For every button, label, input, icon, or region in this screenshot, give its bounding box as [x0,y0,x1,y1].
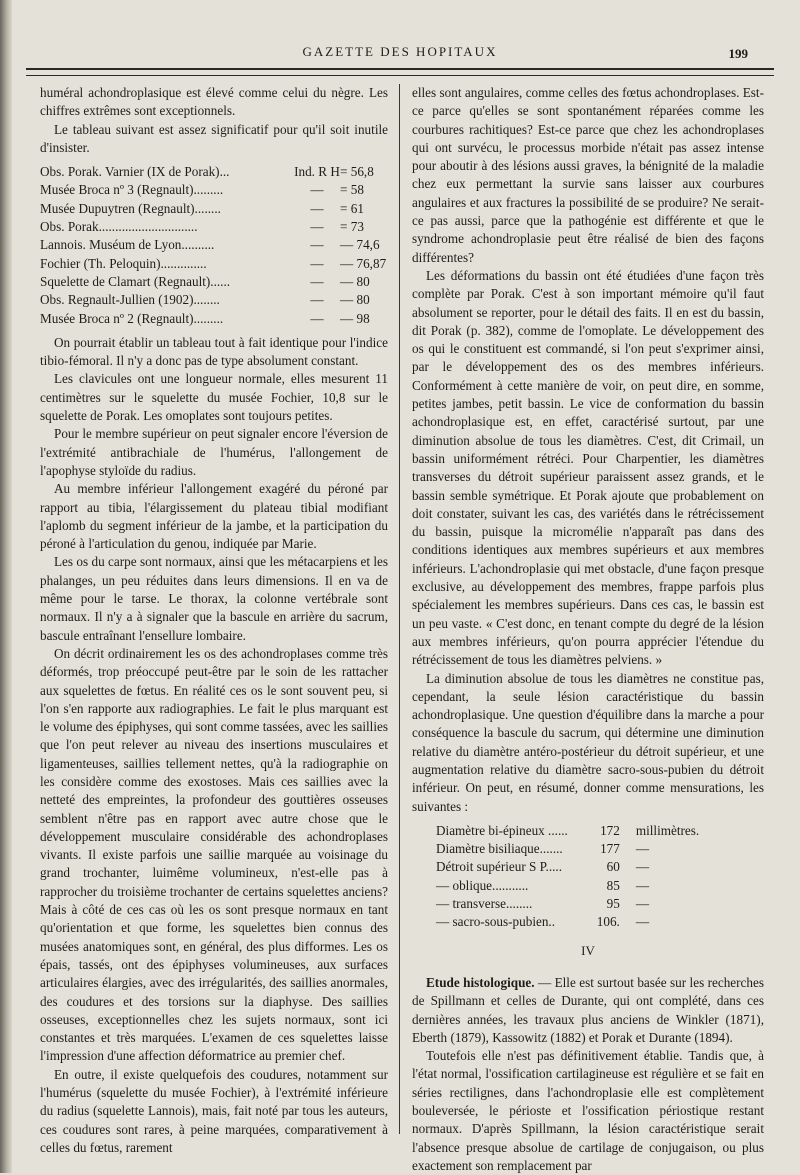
page-header [30,44,770,66]
table-row [40,310,388,328]
table-cell: millimètres. [635,822,700,838]
table-row [40,163,388,181]
table-cell: Fochier (Th. Peloquin).............. [40,255,207,271]
paragraph [412,974,764,1047]
right-column [412,84,764,1175]
paragraph: On décrit ordinairement les os des achondroplases comme très déformés, trop préoccupé peut-être par le soin de les rattacher aux squelettes de fœtus. En réalité ces os le sont souvent peu, si l'on s'en rapporte aux radiographies. Le fait le plus marquant est le volume des épiphyses, qui sont comme tassées, avec les saillies que l'on peut relever au niveau des insertions musculaires et ligamenteuses, saillies tellement nettes, qu'à la radiographie on les considère comme des exostoses. Mais ces saillies avec la netteté des empreintes, la profondeur des gouttières osseuses semblent n'être pas en rapport avec autre chose que le développement musculaire considérable des achondroplases vivants. Il existe parfois une saillie marquée au voisinage du grand trochanter, luimême volumineux, n'est-elle pas à rapprocher du troisième trochanter de certains squelettes anciens? Mais à côté de ces cas où les os sont presque normaux en tant qu'orientation et que forme, les squelettes bien connus des musées anatomiques sont, en général, des plus difformes. Les os épais, tassés, ont des épiphyses volumineuses, aux surfaces articulaires élargies, avec des irrégularités, des saillies anormales, des coudures et des torsions sur la diaphyse. Des saillies osseuses, exceptionnelles chez les sujets normaux, sont ici constantes et très marquées. L'examen de ces squelettes laisse l'impression d'une affection déformatrice au premier chef. [40,645,388,1064]
table-cell: Musée Dupuytren (Regnault)........ [40,200,221,216]
table-cell: — [635,859,650,875]
paragraph: Le tableau suivant est assez significatif pour qu'il soit inutile d'insister. [40,121,388,155]
table-cell: — 76,87 [340,255,387,271]
paragraph: Toutefois elle n'est pas définitivement établie. Tandis que, à l'état normal, l'ossification cartilagineuse est régulière et se fait en séries rectilignes, dans l'achondroplasie elle est complètement bouleversée, le périoste et l'ossification périostique restant normaux. D'après Spillmann, la lésion caractéristique serait l'absence presque absolue de cartilage de conjugaison, ou plus exactement son remplacement par [412,1048,764,1173]
table-cell: Ind. R H [294,164,340,180]
table-cell: — [635,841,650,857]
table-cell: = 73 [340,219,364,235]
table-cell: — [310,182,324,198]
book-spine-shadow [0,0,12,1173]
paragraph: huméral achondroplasique est élevé comme celui du nègre. Les chiffres extrêmes sont exceptionnels. [40,85,388,119]
table-cell: — transverse........ [436,896,533,912]
table-row [40,181,388,199]
table-row [436,913,699,931]
table-cell: — oblique........... [436,877,529,893]
table-cell: — 80 [340,292,370,308]
paragraph: Les clavicules ont une longueur normale, elles mesurent 11 centimètres sur le squelette du musée Fochier, 10,8 sur le squelette de Porak. Les omoplates sont toujours petites. [40,371,388,424]
table-cell: Diamètre bi-épineux ...... [436,822,568,838]
table-cell: = 58 [340,182,364,198]
paragraph-text: — Elle est surtout basée sur les recherches de Spillmann et celles de Durante, qui ont complété, dans ces dernières années, les travaux plus anciens de Winkler (1871), Eberth (1879), Kassowitz (1882) et Porak et Durante (1894). [412,974,764,1045]
paragraph: Les os du carpe sont normaux, ainsi que les métacarpiens et les phalanges, un peu réduites dans leurs dimensions. Il en va de même pour le tarse. Le thorax, la colonne vertébrale sont normaux. Il n'y a à signaler que la bascule en arrière du sacrum, bascule entraînant l'ensellure lombaire. [40,554,388,643]
table-cell: — sacro-sous-pubien.. [436,914,556,930]
table-cell: — [310,200,324,216]
table-cell: — 74,6 [340,237,380,253]
section-heading: Etude histologique. [426,974,535,990]
left-column [40,84,388,1157]
table-cell: Obs. Porak. Varnier (IX de Porak)... [40,164,230,180]
table-cell: — [310,255,324,271]
table-cell: — [310,292,324,308]
table-cell: — 80 [340,273,370,289]
paragraph: On pourrait établir un tableau tout à fait identique pour l'indice tibio-fémoral. Il n'y a donc pas de type absolument constant. [40,334,388,369]
table-cell: — [310,310,324,326]
paragraph: Les déformations du bassin ont été étudiées d'une façon très complète par Porak. C'est à son important mémoire qu'il faut absolument se reporter, pour le détail des faits. Il en est du bassin, dit Porak (p. 382), comme de l'omoplate. Le développement des os qui le constituent est commandé, si l'on peut s'exprimer ainsi, par le développement des os des membres inférieurs. Conformément à cette manière de voir, on peut dire, en somme, petites jambes, petit bassin. Le vice de conformation du bassin achondroplasique est, en effet, caractérisé surtout, par une diminution absolue de tous les diamètres. C'est, dit Crimail, un bassin uniformément rétréci. Pour Charpentier, les diamètres transverses du détroit supérieur paraissent assez grands, et le bassin semble symétrique. Et Porak ajoute que probablement on doit constater, suivant les cas, des variétés dans le rétrécissement du bassin, puisque la micromélie n'apparaît pas dans des conditions identiques aux membres supérieurs et aux membres inférieurs. L'achondroplasie qui met obstacle, d'une façon presque exclusive, au développement des membres, frappe parfois plus spécialement les membres supérieurs. Dans ces cas, le bassin est un peu vaste. « C'est donc, en tenant compte du degré de la lésion aux membres inférieurs, qu'on pourra apprécier l'étendue du rétrécissement de tous les diamètres pelviens. » [412,267,764,668]
table-row [40,236,388,254]
table-cell: = 61 [340,200,364,216]
paragraph: La diminution absolue de tous les diamètres ne constitue pas, cependant, la seule lésion caractéristique du bassin achondroplasique. Une question d'équilibre dans la marche a pour conséquence la bascule du sacrum, qui détermine une diminution relative du diamètre antéro-postérieur du détroit supérieur, et une augmentation relative du diamètre sacro-sous-pubien du détroit inférieur. On peut, en résumé, donner comme mensurations, les suivantes : [412,670,764,814]
table-cell: — [635,896,650,912]
table-cell: 60 [606,859,620,875]
table-cell: — [635,914,650,930]
running-title: GAZETTE DES HOPITAUX [302,44,498,59]
paragraph: elles sont angulaires, comme celles des fœtus achondroplases. Est-ce parce qu'elles se sont spontanément réparées comme les courbures rachitiques? Est-ce parce que chez les achondroplases qui ont survécu, le processus morbide n'était pas assez intense pour aboutir à des lésions aussi graves, la bénignité de la maladie chez eux permettant la survie sans laisser aux courbures angulaires et aux fractures la possibilité de se produire? Ne serait-ce pas aussi, parce que la pathogénie est différente et que le syndrome achondroplasie peut être réalisé de bien des façons différentes? [412,85,764,265]
paragraph: Au membre inférieur l'allongement exagéré du péroné par rapport au tibia, l'élargissement du plateau tibial modifiant l'aplomb du segment inférieur de la jambe, et la participation du péroné à l'articulation du genou, indiquée par Marie. [40,481,388,552]
table-cell: Diamètre bisiliaque....... [436,841,563,857]
index-table [40,163,388,328]
table-cell: 95 [606,896,620,912]
header-rule [26,68,774,76]
table-cell: Détroit supérieur S P..... [436,859,563,875]
table-cell: — [310,273,324,289]
table-row [40,291,388,309]
table-row [436,822,699,840]
page-number: 199 [728,46,748,61]
table-cell: 106. [596,914,620,930]
table-row [40,218,388,236]
section-number: IV [581,942,595,958]
table-cell: — [635,877,650,893]
measurements-table [436,822,699,932]
table-cell: 177 [600,841,620,857]
table-row [40,200,388,218]
column-divider [399,84,400,1134]
table-cell: = 56,8 [340,164,374,180]
table-cell: Musée Broca nº 3 (Regnault)......... [40,182,224,198]
table-cell: — [310,237,324,253]
table-row [40,273,388,291]
table-row [436,877,699,895]
table-cell: — 98 [340,310,370,326]
table-row [40,255,388,273]
table-cell: Musée Broca nº 2 (Regnault)......... [40,310,224,326]
table-row [436,840,699,858]
table-cell: Squelette de Clamart (Regnault)...... [40,273,231,289]
paragraph: En outre, il existe quelquefois des coudures, notamment sur l'humérus (squelette du musée Fochier), à l'extrémité inférieure du radius (squelette Lannois), mais, fait noté par tous les auteurs, ces coudures sont rares, à peine marquées, comparativement à celles du fœtus, rarement [40,1066,388,1155]
table-cell: Obs. Porak.............................. [40,219,198,235]
table-cell: 172 [600,822,620,838]
table-cell: Lannois. Muséum de Lyon.......... [40,237,215,253]
paragraph: Pour le membre supérieur on peut signaler encore l'éversion de l'extrémité antibrachiale de l'humérus, l'allongement de l'apophyse styloïde du radius. [40,426,388,478]
table-row [436,895,699,913]
table-cell: Obs. Regnault-Jullien (1902)........ [40,292,220,308]
table-cell: — [310,219,324,235]
table-row [436,858,699,876]
table-cell: 85 [606,877,620,893]
